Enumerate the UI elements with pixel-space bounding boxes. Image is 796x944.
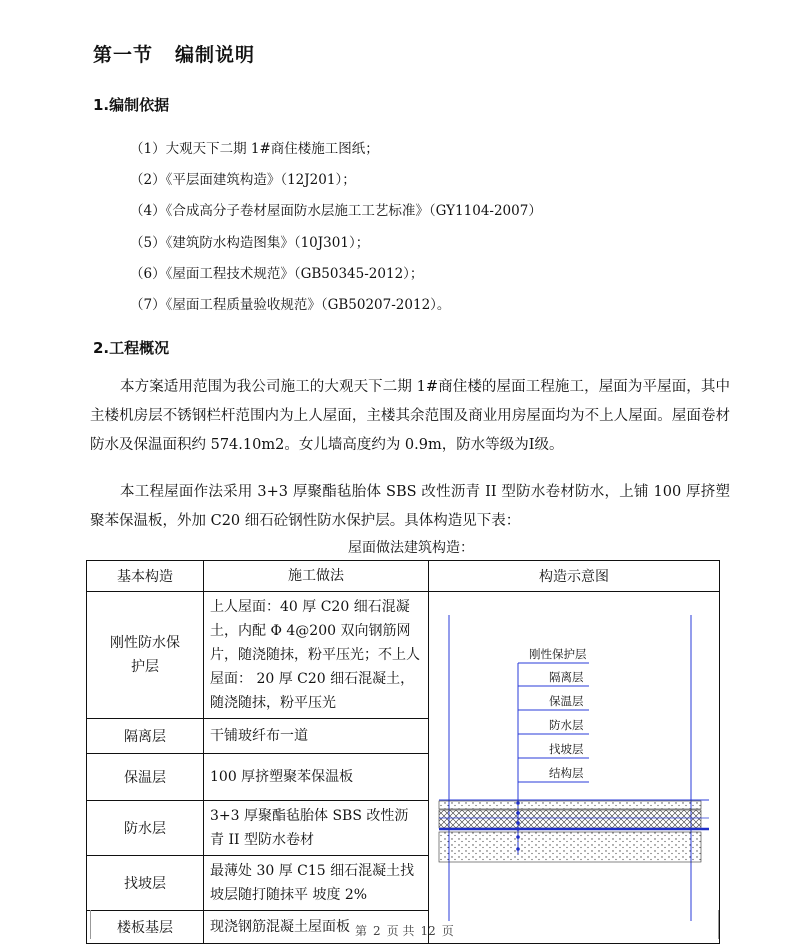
- table-caption: 屋面做法建筑构造：: [348, 540, 474, 556]
- diagram-label: 找坡层: [549, 741, 584, 756]
- column-header: 基本构造: [87, 561, 204, 592]
- diagram-label: 刚性保护层: [529, 646, 587, 661]
- method-cell: 3+3 厚聚酯毡胎体 SBS 改性沥青 II 型防水卷材: [204, 801, 429, 856]
- reference-item: （1）大观天下二期 1#商住楼施工图纸；: [130, 141, 379, 157]
- roof-section-diagram: [429, 615, 719, 921]
- protection-layer: [439, 801, 701, 809]
- column-header: 施工做法: [204, 561, 429, 592]
- footer-mid: 页 共: [386, 924, 415, 938]
- diagram-label: 防水层: [549, 717, 584, 732]
- method-cell: 最薄处 30 厚 C15 细石混凝土找坡层随打随抹平 坡度 2%: [204, 856, 429, 911]
- current-page: 2: [373, 924, 381, 938]
- method-cell: 现浇钢筋混凝土屋面板: [204, 911, 429, 944]
- reference-item: （2）《平层面建筑构造》（12J201）；: [130, 172, 356, 188]
- reference-item: （4）《合成高分子卷材屋面防水层施工工艺标准》（GY1104-2007）: [130, 203, 542, 219]
- reference-item: （5）《建筑防水构造图集》（10J301）；: [130, 235, 370, 251]
- layer-name: 楼板基层: [87, 911, 204, 944]
- method-paragraph: 本工程屋面作法采用 3+3 厚聚酯毡胎体 SBS 改性沥青 II 型防水卷材防水，上铺 100 厚挤塑聚苯保温板，外加 C20 细石砼钢性防水保护层。具体构造见下表：: [90, 484, 730, 529]
- layer-name: 隔离层: [87, 719, 204, 754]
- method-cell: 上人屋面：40 厚 C20 细石混凝土，内配 Φ 4@200 双向钢筋网片，随浇随抹，粉平压光；不上人屋面： 20 厚 C20 细石混凝土，随浇随抹，粉平压光: [204, 592, 429, 719]
- layer-cell: [87, 592, 204, 719]
- right-margin-mark: [718, 910, 719, 939]
- slope-layer: [439, 832, 701, 862]
- layer-name: 刚性防水保护层: [110, 635, 180, 675]
- overview-heading: 2.工程概况: [93, 339, 170, 357]
- table-header-row: [87, 561, 720, 592]
- method-cell: 100 厚挤塑聚苯保温板: [204, 754, 429, 801]
- total-pages: 12: [420, 924, 436, 938]
- diagram-label: 保温层: [549, 693, 584, 708]
- reference-item: （6）《屋面工程技术规范》（GB50345-2012）；: [130, 266, 424, 282]
- column-header: 构造示意图: [429, 561, 720, 592]
- overview-paragraph: 本方案适用范围为我公司施工的大观天下二期 1#商住楼的屋面工程施工，屋面为平屋面，其中主楼机房层不锈钢栏杆范围内为上人屋面，主楼其余范围及商业用房屋面均为不上人屋面。屋面卷材防水及保温面积约 574.10m2。女儿墙高度约为 0.9m，防水等级为Ⅰ级。: [90, 379, 730, 453]
- page-footer: [352, 922, 457, 939]
- left-margin-mark: [90, 910, 91, 939]
- diagram-label: 隔离层: [549, 669, 584, 684]
- footer-suffix: 页: [441, 924, 454, 938]
- section-title: [93, 40, 255, 67]
- section-number: 第一节: [93, 44, 154, 66]
- table-row: [87, 592, 720, 719]
- section-name: 编制说明: [175, 44, 256, 66]
- diagram-label: 结构层: [549, 765, 584, 780]
- diagram-cell: [429, 592, 720, 944]
- layer-name: 保温层: [87, 754, 204, 801]
- roof-construction-table: [86, 560, 720, 944]
- method-cell: 干铺玻纤布一道: [204, 719, 429, 754]
- basis-heading: 1.编制依据: [93, 96, 170, 114]
- insulation-layer: [439, 810, 701, 828]
- layer-name: 找坡层: [87, 856, 204, 911]
- reference-item: （7）《屋面工程质量验收规范》（GB50207-2012）。: [130, 297, 451, 313]
- footer-prefix: 第: [355, 924, 368, 938]
- layer-name: 防水层: [87, 801, 204, 856]
